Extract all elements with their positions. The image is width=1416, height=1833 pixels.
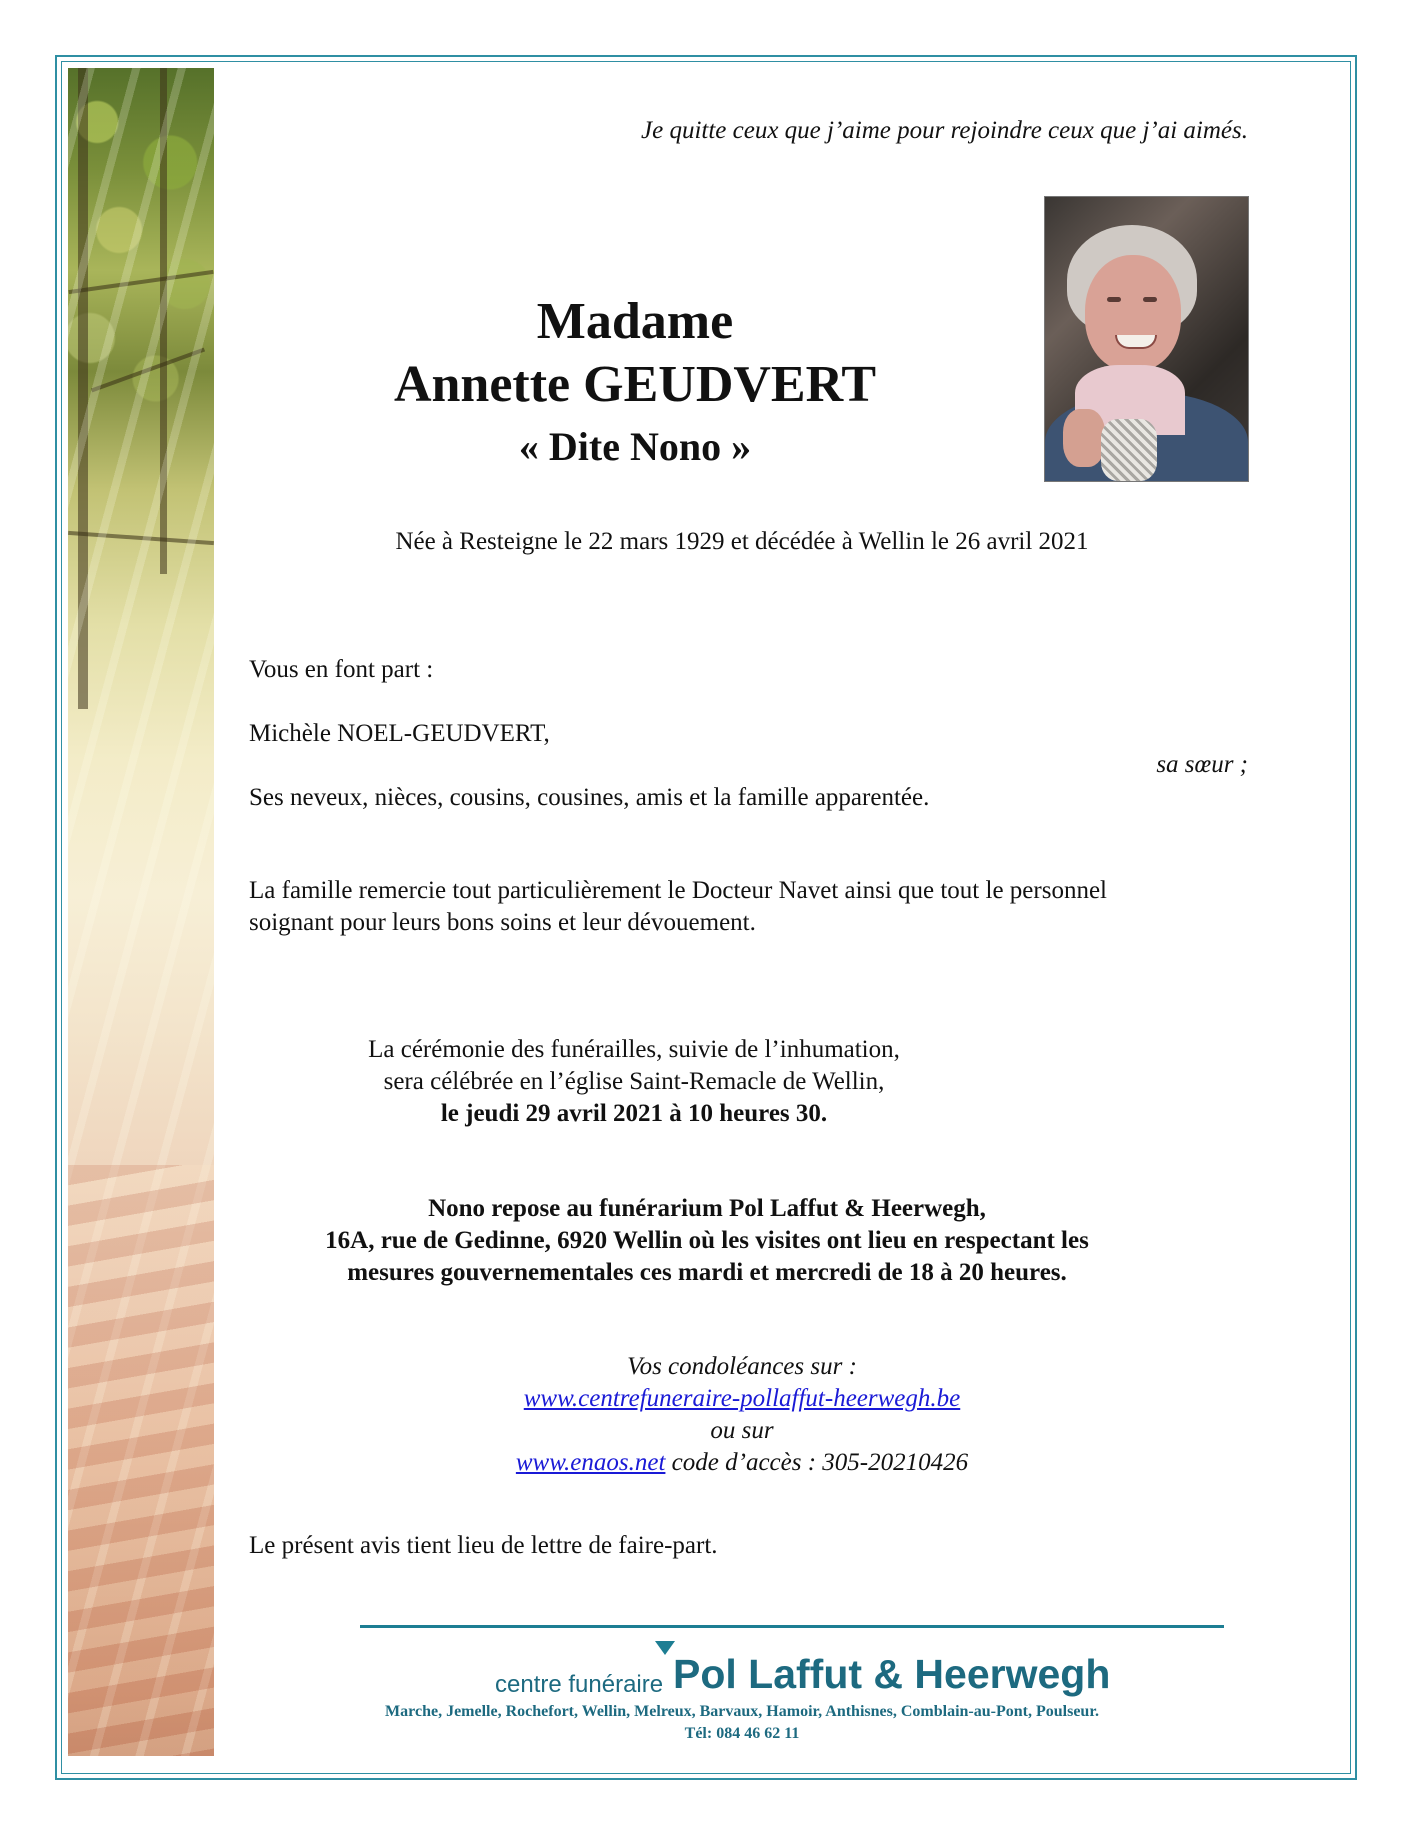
closing-note: Le présent avis tient lieu de lettre de faire-part. xyxy=(249,1532,718,1559)
honorific: Madame xyxy=(536,293,734,350)
thanks-line-1: La famille remercie tout particulièrement le Docteur Navet ainsi que tout le personnel xyxy=(249,877,1107,904)
condolences-intro: Vos condoléances sur : xyxy=(627,1353,857,1380)
ceremony-line-2: sera célébrée en l’église Saint-Remacle de Wellin, xyxy=(383,1068,885,1095)
condolences-or: ou sur xyxy=(710,1417,774,1444)
epigraph: Je quitte ceux que j’aime pour rejoindre ceux que j’ai aimés. xyxy=(641,117,1248,144)
logo-phone: Tél: 084 46 62 11 xyxy=(684,1725,800,1742)
forest-path-image xyxy=(68,68,214,1756)
logo-towns: Marche, Jemelle, Rochefort, Wellin, Melreux, Barvaux, Hamoir, Anthisnes, Comblain-au-Pont, Poulseur. xyxy=(385,1703,1099,1720)
logo-triangle-icon xyxy=(655,1641,675,1655)
access-code: code d’accès : 305-20210426 xyxy=(665,1449,969,1476)
rest-line-2: 16A, rue de Gedinne, 6920 Wellin où les visites ont lieu en respectant les xyxy=(325,1227,1089,1254)
logo-divider xyxy=(360,1625,1224,1628)
announce-person: Michèle NOEL-GEUDVERT, xyxy=(249,720,550,747)
ceremony-date: le jeudi 29 avril 2021 à 10 heures 30. xyxy=(440,1100,828,1127)
rest-line-1: Nono repose au funérarium Pol Laffut & Heerwegh, xyxy=(428,1195,986,1222)
condolences-link-1[interactable]: www.centrefuneraire-pollaffut-heerwegh.be xyxy=(523,1385,961,1412)
birth-death-line: Née à Resteigne le 22 mars 1929 et décédée à Wellin le 26 avril 2021 xyxy=(395,528,1089,555)
portrait-photo xyxy=(1044,196,1249,482)
announce-others: Ses neveux, nièces, cousins, cousines, amis et la famille apparentée. xyxy=(249,784,930,811)
deceased-name: Annette GEUDVERT xyxy=(393,356,877,413)
condolences-link-2[interactable]: www.enaos.net xyxy=(515,1449,666,1476)
announce-intro: Vous en font part : xyxy=(249,656,434,683)
logo-subtitle: centre funéraire xyxy=(495,1671,664,1698)
announce-relation: sa sœur ; xyxy=(1156,751,1248,778)
nickname: « Dite Nono » xyxy=(518,424,752,469)
ceremony-line-1: La cérémonie des funérailles, suivie de l’inhumation, xyxy=(368,1036,900,1063)
thanks-line-2: soignant pour leurs bons soins et leur dévouement. xyxy=(249,909,756,936)
logo-name: Pol Laffut & Heerwegh xyxy=(673,1651,1111,1697)
rest-line-3: mesures gouvernementales ces mardi et mercredi de 18 à 20 heures. xyxy=(347,1259,1067,1286)
condolences-line-2 xyxy=(0,1449,1416,1477)
